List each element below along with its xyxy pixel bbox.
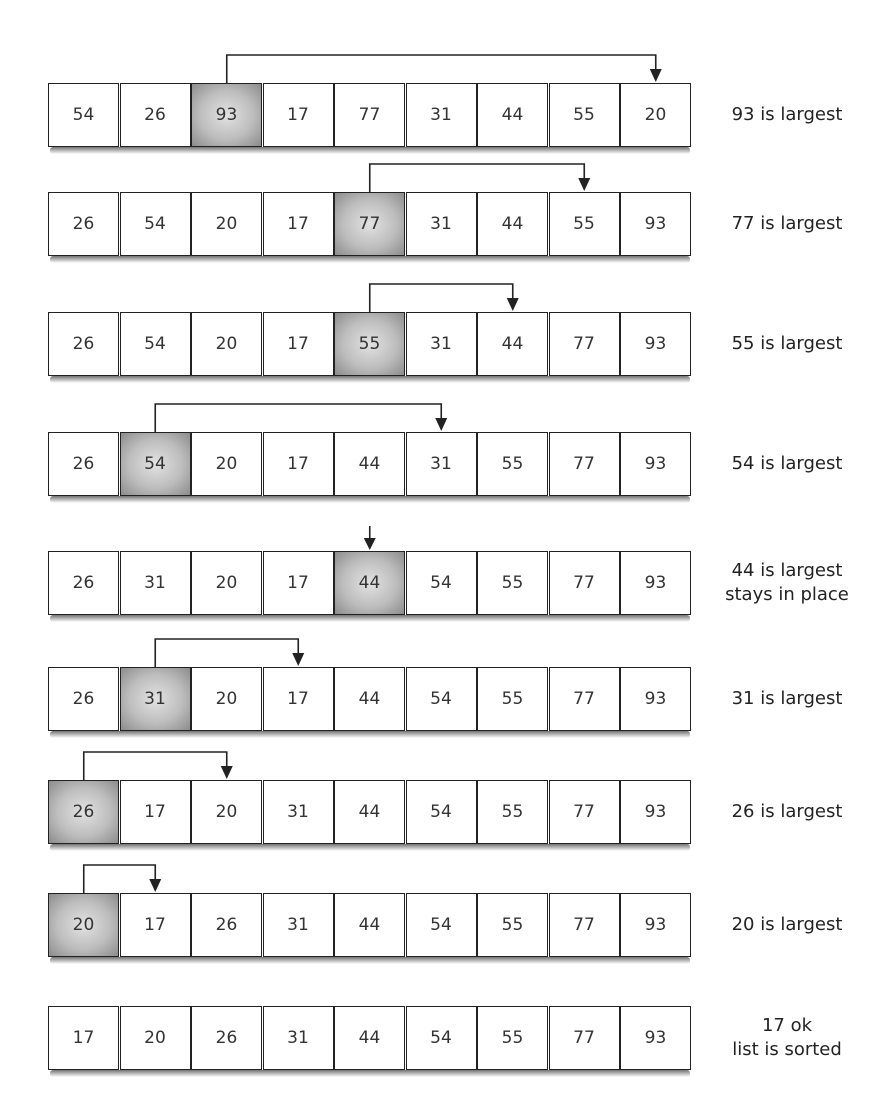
array-cell: 77 [549, 780, 620, 844]
array-cell: 44 [334, 893, 405, 957]
array-cell: 31 [263, 780, 334, 844]
array-cell: 20 [120, 1006, 191, 1070]
array-cell: 17 [263, 192, 334, 256]
pass-caption [718, 913, 856, 937]
array-cell: 77 [549, 667, 620, 731]
pass-caption [718, 559, 856, 607]
array-cell: 93 [620, 312, 691, 376]
array-cell: 31 [263, 1006, 334, 1070]
array-cell: 55 [477, 667, 548, 731]
array-cell: 44 [477, 312, 548, 376]
array-cell: 26 [48, 551, 119, 615]
array-cell: 54 [406, 893, 477, 957]
array-cell: 26 [191, 893, 262, 957]
array-cell: 54 [406, 1006, 477, 1070]
array-cell: 54 [406, 780, 477, 844]
array-cell: 44 [477, 192, 548, 256]
array-cell: 54 [406, 551, 477, 615]
array-cell: 44 [334, 1006, 405, 1070]
swap-arrow-line [155, 639, 298, 667]
stay-arrow-head [364, 538, 376, 550]
array-cell: 31 [406, 192, 477, 256]
row-shadow [50, 256, 690, 263]
array-cell: 55 [477, 551, 548, 615]
array-cell: 26 [48, 312, 119, 376]
array-cell: 20 [191, 551, 262, 615]
swap-arrow-line [155, 404, 441, 432]
pass-caption [718, 332, 856, 356]
pass-caption [718, 1014, 856, 1062]
array-cell: 55 [477, 780, 548, 844]
array-cell: 17 [263, 432, 334, 496]
caption-line: list is sorted [732, 1039, 842, 1060]
row-shadow [50, 957, 690, 964]
swap-arrow-line [370, 164, 585, 192]
array-cell: 20 [191, 192, 262, 256]
array-cell: 55 [477, 432, 548, 496]
array-cell: 31 [263, 893, 334, 957]
swap-arrow-head [221, 766, 233, 779]
highlighted-cell: 77 [334, 192, 405, 256]
caption-line: 31 is largest [731, 688, 843, 709]
highlighted-cell: 44 [334, 551, 405, 615]
array-cell: 31 [406, 432, 477, 496]
array-cell: 44 [334, 780, 405, 844]
array-cell: 31 [406, 312, 477, 376]
array-cell: 17 [263, 551, 334, 615]
swap-arrow-head [292, 653, 304, 666]
highlighted-cell: 26 [48, 780, 119, 844]
array-cell: 26 [48, 432, 119, 496]
caption-line: 17 ok [761, 1015, 813, 1036]
highlighted-cell: 54 [120, 432, 191, 496]
array-cell: 54 [120, 312, 191, 376]
highlighted-cell: 55 [334, 312, 405, 376]
pass-caption [718, 103, 856, 127]
array-cell: 77 [549, 432, 620, 496]
array-cell: 17 [48, 1006, 119, 1070]
array-cell: 26 [191, 1006, 262, 1070]
array-cell: 44 [334, 432, 405, 496]
array-cell: 20 [191, 667, 262, 731]
array-cell: 77 [549, 312, 620, 376]
swap-arrow-line [370, 284, 513, 312]
array-cell: 54 [120, 192, 191, 256]
caption-line: 93 is largest [731, 104, 843, 125]
array-cell: 44 [334, 667, 405, 731]
swap-arrow-head [435, 418, 447, 431]
array-cell: 93 [620, 893, 691, 957]
array-cell: 26 [48, 192, 119, 256]
array-cell: 20 [191, 312, 262, 376]
swap-arrow-head [507, 298, 519, 311]
array-cell: 93 [620, 1006, 691, 1070]
pass-caption [718, 800, 856, 824]
caption-line: 20 is largest [731, 914, 843, 935]
array-cell: 77 [334, 83, 405, 147]
array-cell: 55 [549, 83, 620, 147]
row-shadow [50, 147, 690, 154]
highlighted-cell: 20 [48, 893, 119, 957]
row-shadow [50, 496, 690, 503]
array-cell: 17 [120, 893, 191, 957]
highlighted-cell: 93 [191, 83, 262, 147]
array-cell: 55 [477, 1006, 548, 1070]
pass-caption [718, 687, 856, 711]
array-cell: 17 [263, 83, 334, 147]
array-cell: 26 [120, 83, 191, 147]
array-cell: 93 [620, 432, 691, 496]
caption-line: 44 is largest [731, 560, 843, 581]
array-cell: 17 [120, 780, 191, 844]
array-cell: 55 [477, 893, 548, 957]
array-cell: 93 [620, 551, 691, 615]
array-cell: 77 [549, 1006, 620, 1070]
swap-arrow-line [84, 865, 156, 893]
array-cell: 93 [620, 192, 691, 256]
array-cell: 44 [477, 83, 548, 147]
array-cell: 54 [406, 667, 477, 731]
row-shadow [50, 844, 690, 851]
highlighted-cell: 31 [120, 667, 191, 731]
array-cell: 31 [406, 83, 477, 147]
swap-arrow-line [227, 55, 656, 83]
caption-line: 77 is largest [731, 213, 843, 234]
array-cell: 93 [620, 780, 691, 844]
array-cell: 20 [191, 432, 262, 496]
row-shadow [50, 615, 690, 622]
array-cell: 20 [191, 780, 262, 844]
caption-line: stays in place [725, 584, 849, 605]
array-cell: 26 [48, 667, 119, 731]
array-cell: 93 [620, 667, 691, 731]
array-cell: 17 [263, 312, 334, 376]
swap-arrow-head [578, 178, 590, 191]
row-shadow [50, 731, 690, 738]
caption-line: 26 is largest [731, 801, 843, 822]
array-cell: 55 [549, 192, 620, 256]
row-shadow [50, 376, 690, 383]
array-cell: 77 [549, 551, 620, 615]
row-shadow [50, 1070, 690, 1077]
caption-line: 55 is largest [731, 333, 843, 354]
swap-arrow-head [650, 69, 662, 82]
array-cell: 31 [120, 551, 191, 615]
pass-caption [718, 212, 856, 236]
swap-arrow-head [149, 879, 161, 892]
pass-caption [718, 452, 856, 476]
swap-arrow-line [84, 752, 227, 780]
array-cell: 20 [620, 83, 691, 147]
array-cell: 17 [263, 667, 334, 731]
array-cell: 54 [48, 83, 119, 147]
array-cell: 77 [549, 893, 620, 957]
caption-line: 54 is largest [731, 453, 843, 474]
